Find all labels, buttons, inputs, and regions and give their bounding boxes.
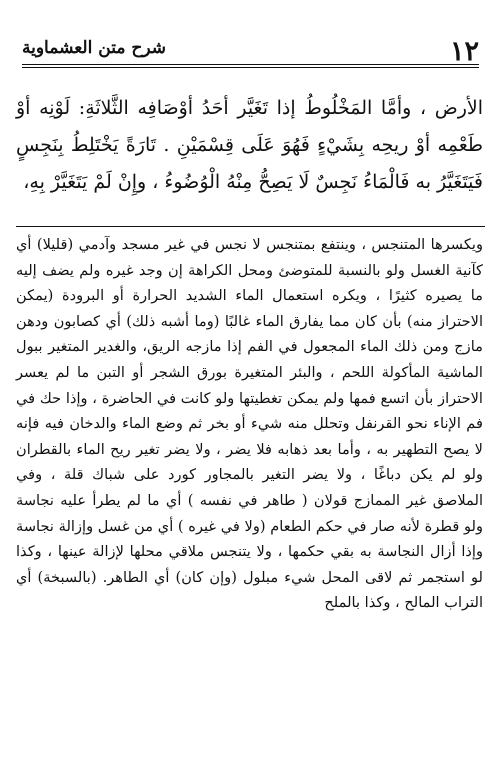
- commentary-text: [16, 232, 483, 616]
- matn-text: الأرض ، وأمَّا المَخْلُوطُ إذا تَغَيَّر أحَدُ أوْصَافِه الثَّلاثَةِ: لَوْنِه أوْ طَعْمِه أوْ ريحِه بِشَيْءٍ فَهُوَ عَلَى قِسْمَيْنِ . تَارَةً يَخْتَلِطُ بِنَجِسٍ فَيَتَغَيَّرُ به فَالْمَاءُ نَجِسٌ لَا يَصِحُّ مِنْهُ الْوُضُوءُ ، وإِنْ لَمْ يَتَغَيَّرْ بِهِ،: [16, 97, 483, 193]
- header-rule: [22, 64, 479, 68]
- commentary-paragraph: ويكسرها المتنجس ، وينتفع بمتنجس لا نجس في غير مسجد وآدمي (قليلا) أي كآنية الغسل ولو بالنسبة للمتوضئ ومحل الكراهة إن وجد غيره ولم يضف إليه ما يصيره كثيرًا ، ويكره استعمال الماء الشديد الحرارة أو البرودة (يمكن الاحتراز منه) بأن كان مما يفارق الماء غالبًا (وما أشبه ذلك) أي كصابون ودهن مازج ومن ذلك الماء المجعول في الفم إذا مازجه الريق، والغدير المتغير ببول الماشية المأكولة اللحم ، والبئر المتغيرة بورق الشجر أو التبن ما لم يعسر الاحتراز بأن اتسع فمها ولم يمكن تغطيتها ولو كانت في الحاضرة ، وإذا حك في فم الإناء نحو القرنفل وتحلل منه شيء أو بخر ثم وضع الماء والدخان فيه فإنه لا يصح التطهير به ، وأما بعد ذهابه فلا يضر ، ولا يضر تغير ريح الماء بالقطران ولو لم يكن دباغًا ، ولا يضر التغير بالمجاور كورد على شباك قلة ، وفي الملاصق غير الممازج قولان ( طاهر في نفسه ) أي ما لم يطرأ عليه نجاسة ولو قطرة لأنه صار في حكم الطعام (ولا في غيره ) أي من غسل وإزالة نجاسة وإذا أزال النجاسة به بقي حكمها ، ولا يتنجس ملاقي محلها لإزالة عينها ، وكذا لو استجمر ثم لاقى المحل شيء مبلول (وإن كان) أي الطاهر. (بالسبخة) أي التراب المالح ، وكذا بالملح: [16, 236, 483, 612]
- page-number: ١٢: [449, 36, 479, 67]
- running-title: شرح متن العشماوية: [22, 38, 166, 58]
- section-divider: [16, 226, 485, 227]
- page-header: [22, 30, 479, 74]
